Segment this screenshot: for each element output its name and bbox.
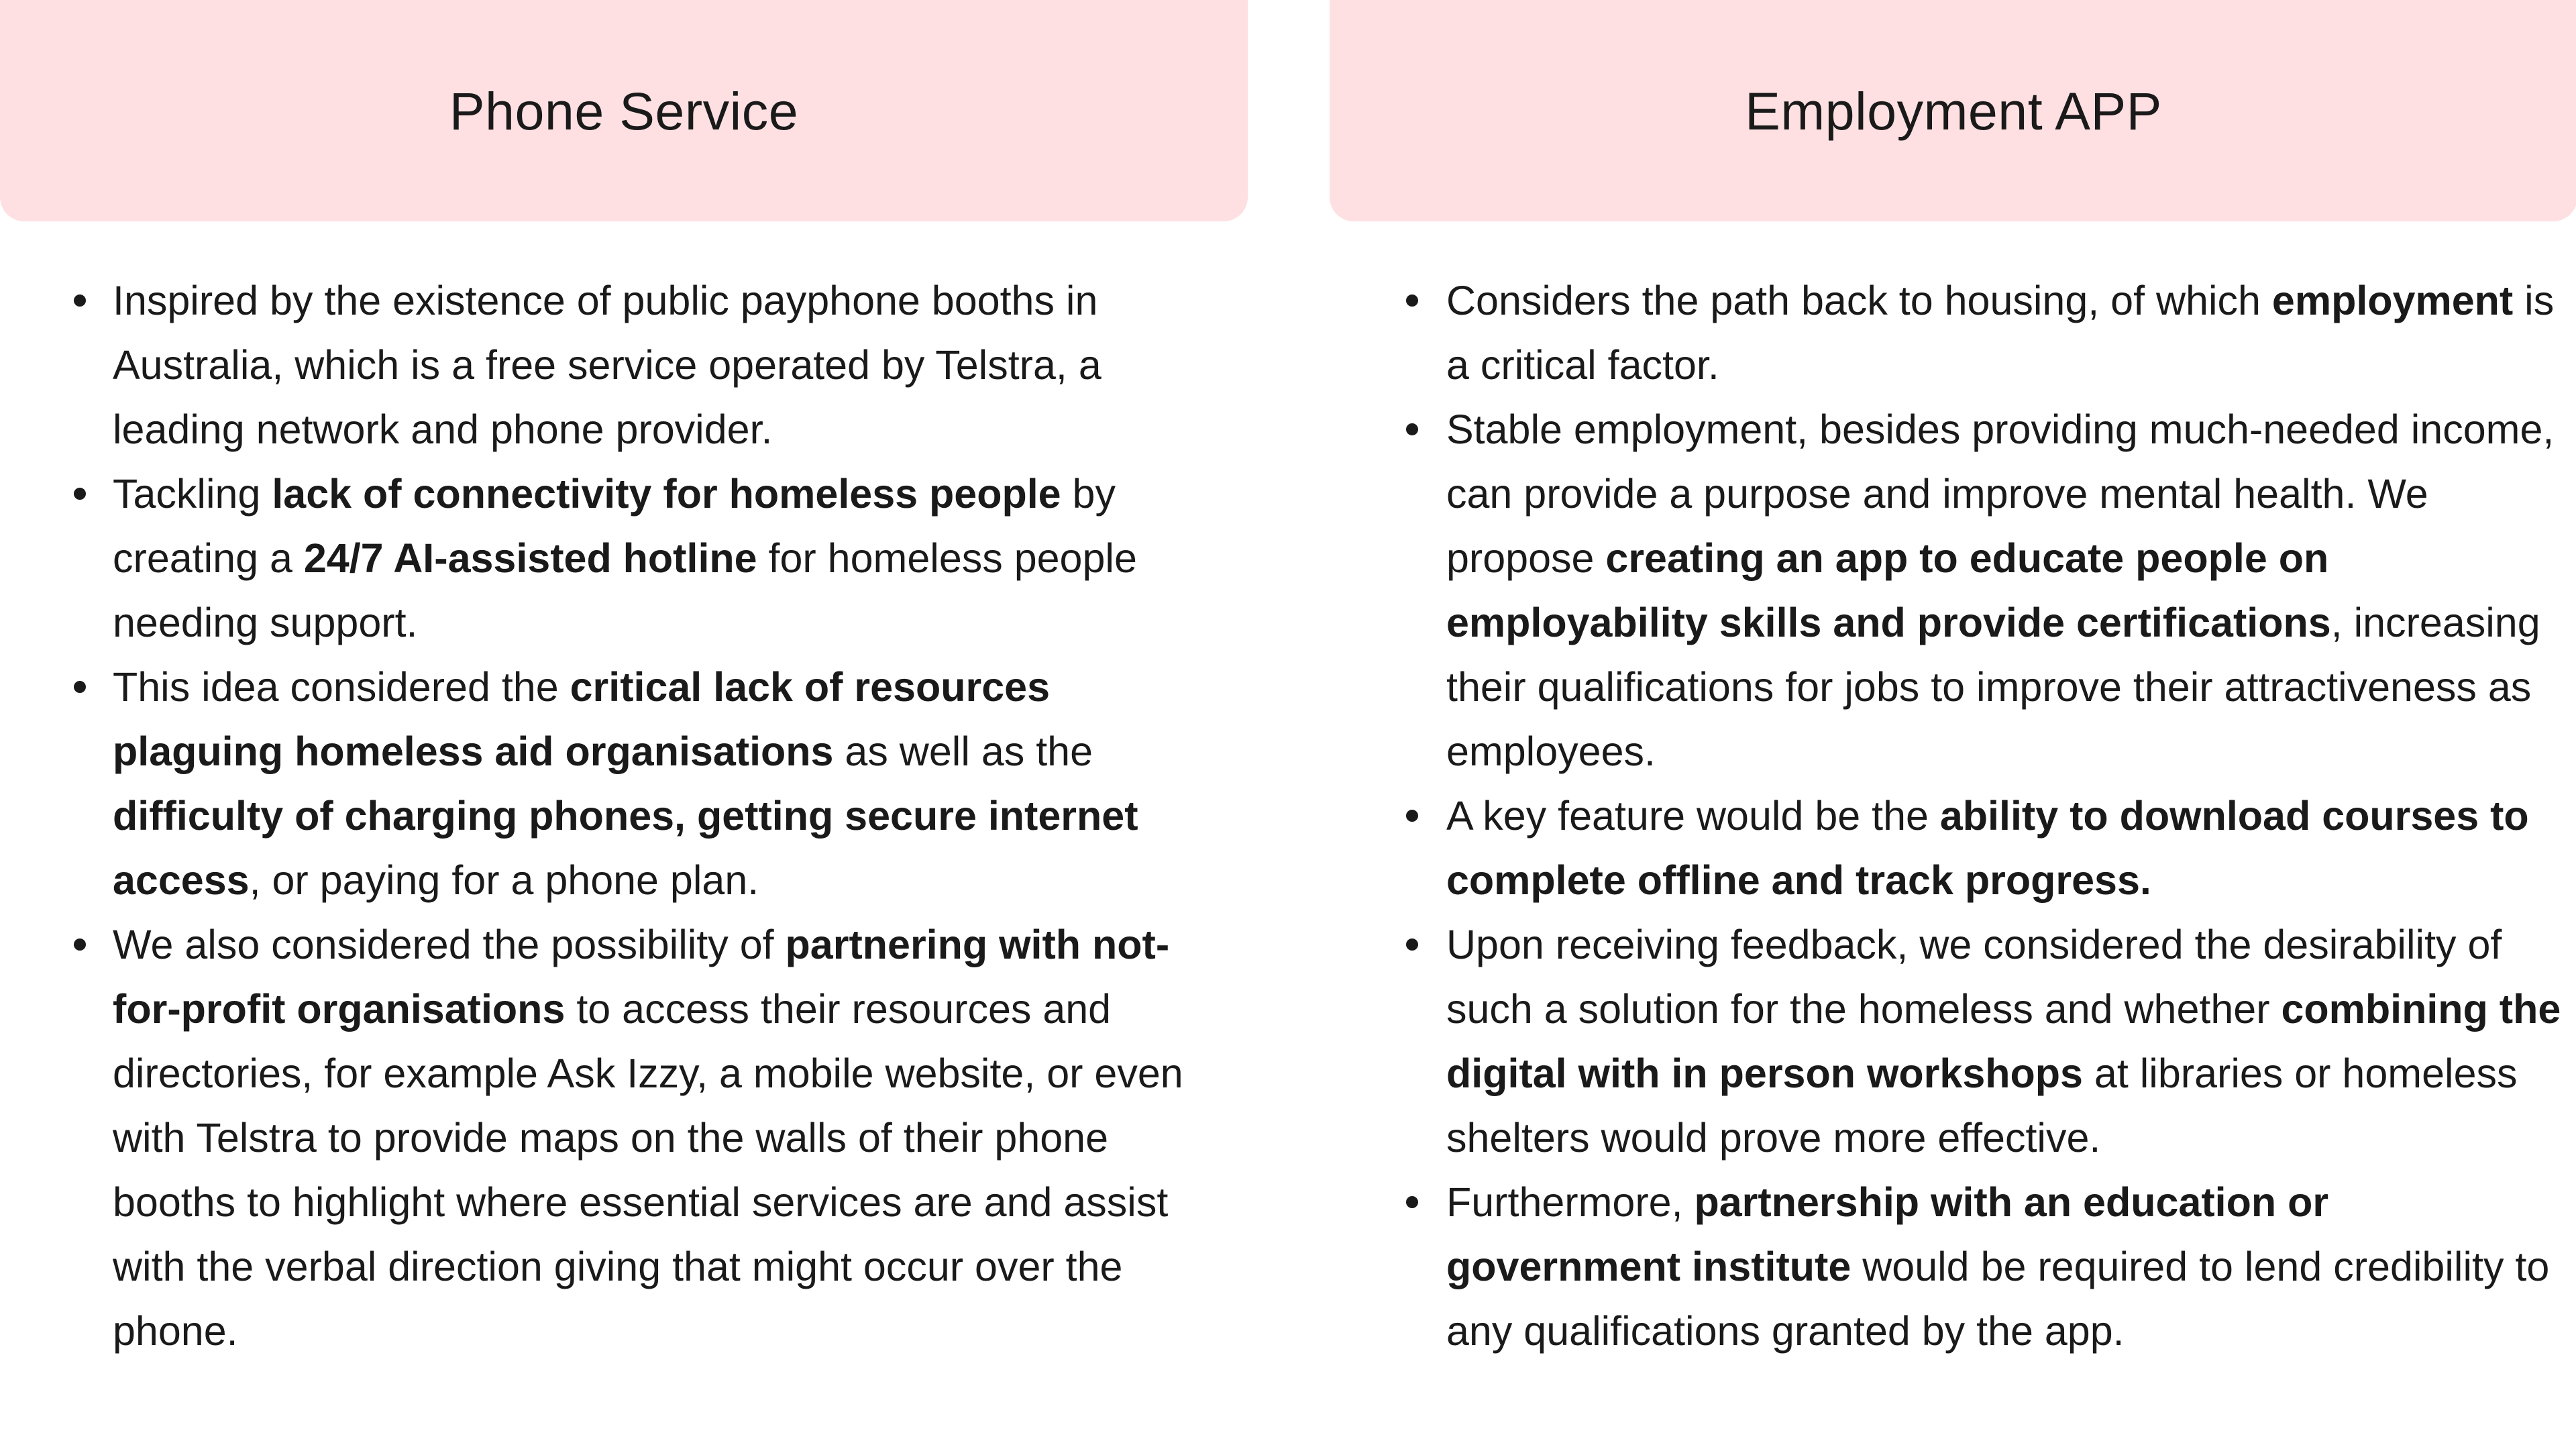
text-segment: at libraries or homeless shelters would prove more effective. [1446, 1051, 2518, 1161]
text-segment: We also considered the possibility of [113, 922, 786, 967]
list-item [0, 268, 1248, 462]
bullet-dot-icon [74, 938, 86, 951]
bullet-dot-icon [74, 294, 86, 307]
list-item [0, 655, 1248, 912]
text-segment: is a critical factor. [1446, 278, 2555, 388]
text-segment: Stable employment, besides providing much-needed income, can provide a purpose and improve mental health. We propose [1446, 407, 2555, 581]
bold-text-segment: lack of connectivity for homeless people [272, 471, 1061, 517]
list-item [1330, 784, 2576, 912]
text-segment: Tackling [113, 471, 272, 517]
bullet-dot-icon [1406, 938, 1418, 951]
text-segment: as well as the [833, 729, 1093, 774]
list-item [1330, 268, 2576, 397]
text-segment: Inspired by the existence of public payphone booths in Australia, which is a free service operated by Telstra, a leading network and phone provider. [113, 278, 1102, 452]
bullet-dot-icon [1406, 810, 1418, 822]
bullet-dot-icon [1406, 423, 1418, 435]
text-segment: by creating a [113, 471, 1116, 581]
text-segment: , or paying for a phone plan. [249, 857, 759, 903]
phone-service-title: Phone Service [449, 81, 799, 141]
bold-text-segment: partnering with not-for-profit organisations [113, 922, 1170, 1032]
employment-app-title: Employment APP [1745, 81, 2162, 141]
text-segment: A key feature would be the [1446, 793, 1940, 839]
text-segment: for homeless people needing support. [113, 535, 1137, 645]
employment-app-header [1330, 0, 2576, 221]
bullet-dot-icon [74, 488, 86, 500]
bold-text-segment: creating an app to educate people on employability skills and provide certifications [1446, 535, 2331, 645]
list-item [1330, 397, 2576, 784]
phone-service-panel [0, 0, 1248, 1449]
employment-app-bullet-list [1330, 268, 2576, 1363]
bullet-dot-icon [74, 681, 86, 693]
text-segment: to access their resources and directories, for example Ask Izzy, a mobile website, or even with Telstra to provide maps on the walls of their phone booths to highlight where essential services are and assist with the verbal direction giving that might occur over the phone. [113, 986, 1183, 1354]
list-item [0, 912, 1248, 1363]
bold-text-segment: employment [2271, 278, 2514, 323]
text-segment: Upon receiving feedback, we considered the desirability of such a solution for the homeless and whether [1446, 922, 2502, 1032]
text-segment: , increasing their qualifications for jobs to improve their attractiveness as employees. [1446, 600, 2540, 774]
list-item [1330, 1170, 2576, 1363]
employment-app-panel [1330, 0, 2576, 1449]
bold-text-segment: 24/7 AI-assisted hotline [303, 535, 757, 581]
bullet-dot-icon [1406, 1196, 1418, 1208]
text-segment: Furthermore, [1446, 1179, 1695, 1225]
bold-text-segment: partnership with an education or government institute [1446, 1179, 2329, 1289]
text-segment: Considers the path back to housing, of which [1446, 278, 2272, 323]
list-item [0, 462, 1248, 655]
bold-text-segment: combining the digital with in person workshops [1446, 986, 2561, 1096]
bold-text-segment: critical lack of resources plaguing homeless aid organisations [113, 664, 1051, 774]
list-item [1330, 912, 2576, 1170]
text-segment: would be required to lend credibility to any qualifications granted by the app. [1446, 1244, 2550, 1354]
phone-service-bullet-list [0, 268, 1248, 1363]
bullet-dot-icon [1406, 294, 1418, 307]
phone-service-header [0, 0, 1248, 221]
text-segment: This idea considered the [113, 664, 570, 710]
bold-text-segment: difficulty of charging phones, getting secure internet access [113, 793, 1138, 903]
bold-text-segment: ability to download courses to complete offline and track progress. [1446, 793, 2529, 903]
